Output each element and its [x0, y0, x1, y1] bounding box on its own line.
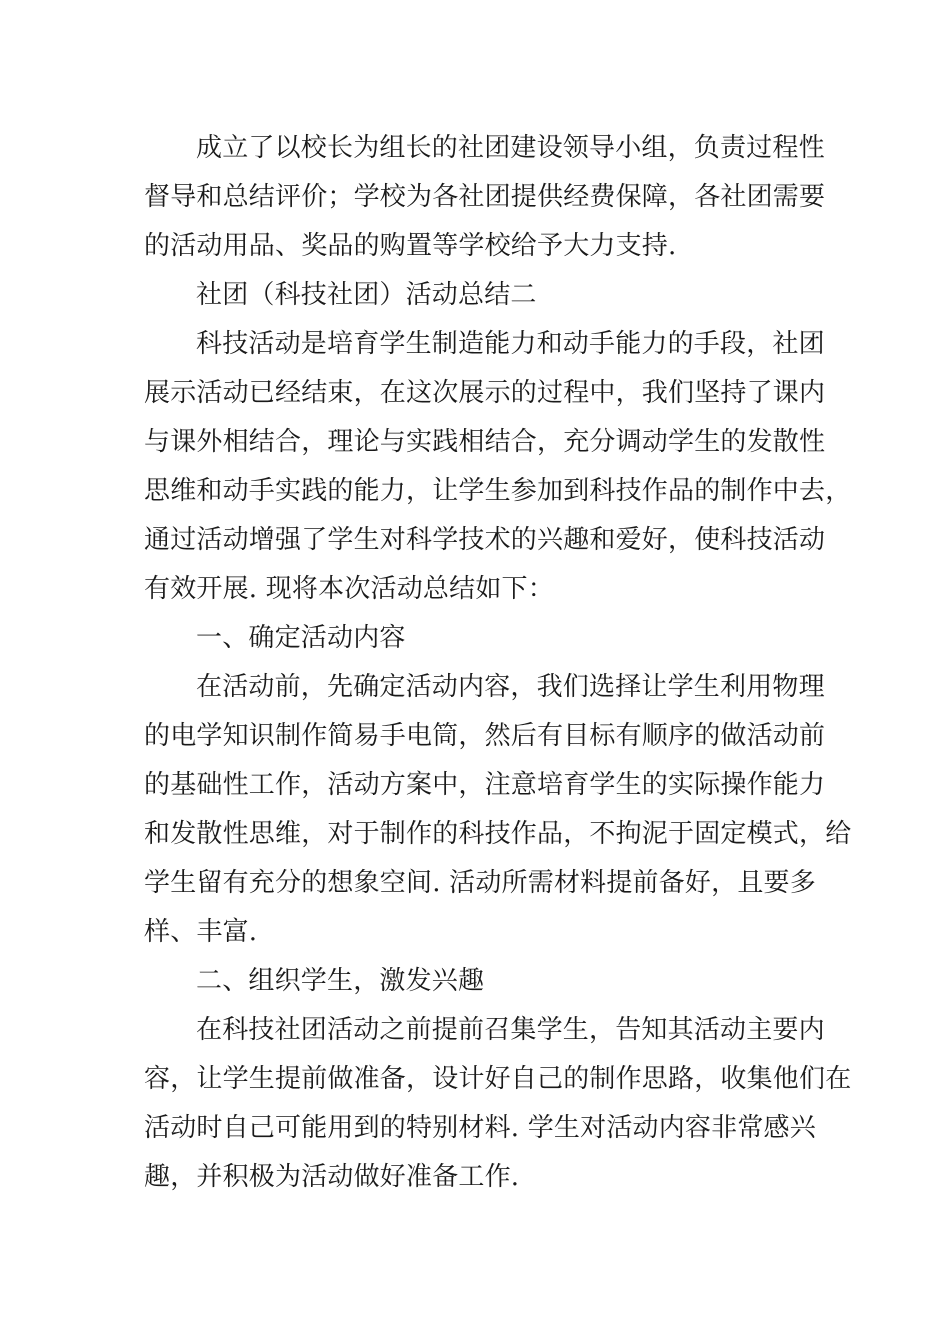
document-body — [144, 124, 852, 1202]
paragraph-line: 督导和总结评价；学校为各社团提供经费保障，各社团需要 — [144, 182, 826, 212]
paragraph-line: 样、丰富. — [144, 917, 258, 947]
paragraph-line: 在科技社团活动之前提前召集学生，告知其活动主要内 — [196, 1015, 825, 1045]
paragraph-line: 科技活动是培育学生制造能力和动手能力的手段，社团 — [196, 329, 825, 359]
section-title: 社团（科技社团）活动总结二 — [196, 280, 537, 310]
section-heading: 二、组织学生，激发兴趣 — [196, 966, 485, 996]
paragraph-line: 和发散性思维，对于制作的科技作品，不拘泥于固定模式，给 — [144, 819, 852, 849]
paragraph-line: 在活动前，先确定活动内容，我们选择让学生利用物理 — [196, 672, 825, 702]
paragraph-line: 的电学知识制作简易手电筒，然后有目标有顺序的做活动前 — [144, 721, 826, 751]
paragraph-line: 容，让学生提前做准备，设计好自己的制作思路，收集他们在 — [144, 1064, 852, 1094]
paragraph-line: 学生留有充分的想象空间. 活动所需材料提前备好，且要多 — [144, 868, 816, 898]
paragraph-line: 有效开展. 现将本次活动总结如下： — [144, 574, 554, 604]
paragraph-line: 的活动用品、奖品的购置等学校给予大力支持. — [144, 231, 677, 261]
paragraph-line: 展示活动已经结束，在这次展示的过程中，我们坚持了课内 — [144, 378, 826, 408]
paragraph-line: 活动时自己可能用到的特别材料. 学生对活动内容非常感兴 — [144, 1113, 816, 1143]
paragraph-line: 趣，并积极为活动做好准备工作. — [144, 1162, 520, 1192]
paragraph-line: 成立了以校长为组长的社团建设领导小组，负责过程性 — [196, 133, 825, 163]
paragraph-line: 通过活动增强了学生对科学技术的兴趣和爱好，使科技活动 — [144, 525, 826, 555]
section-heading: 一、确定活动内容 — [196, 623, 406, 653]
paragraph-line: 与课外相结合，理论与实践相结合，充分调动学生的发散性 — [144, 427, 826, 457]
paragraph-line: 的基础性工作，活动方案中，注意培育学生的实际操作能力 — [144, 770, 826, 800]
paragraph-line: 思维和动手实践的能力，让学生参加到科技作品的制作中去， — [144, 476, 852, 506]
